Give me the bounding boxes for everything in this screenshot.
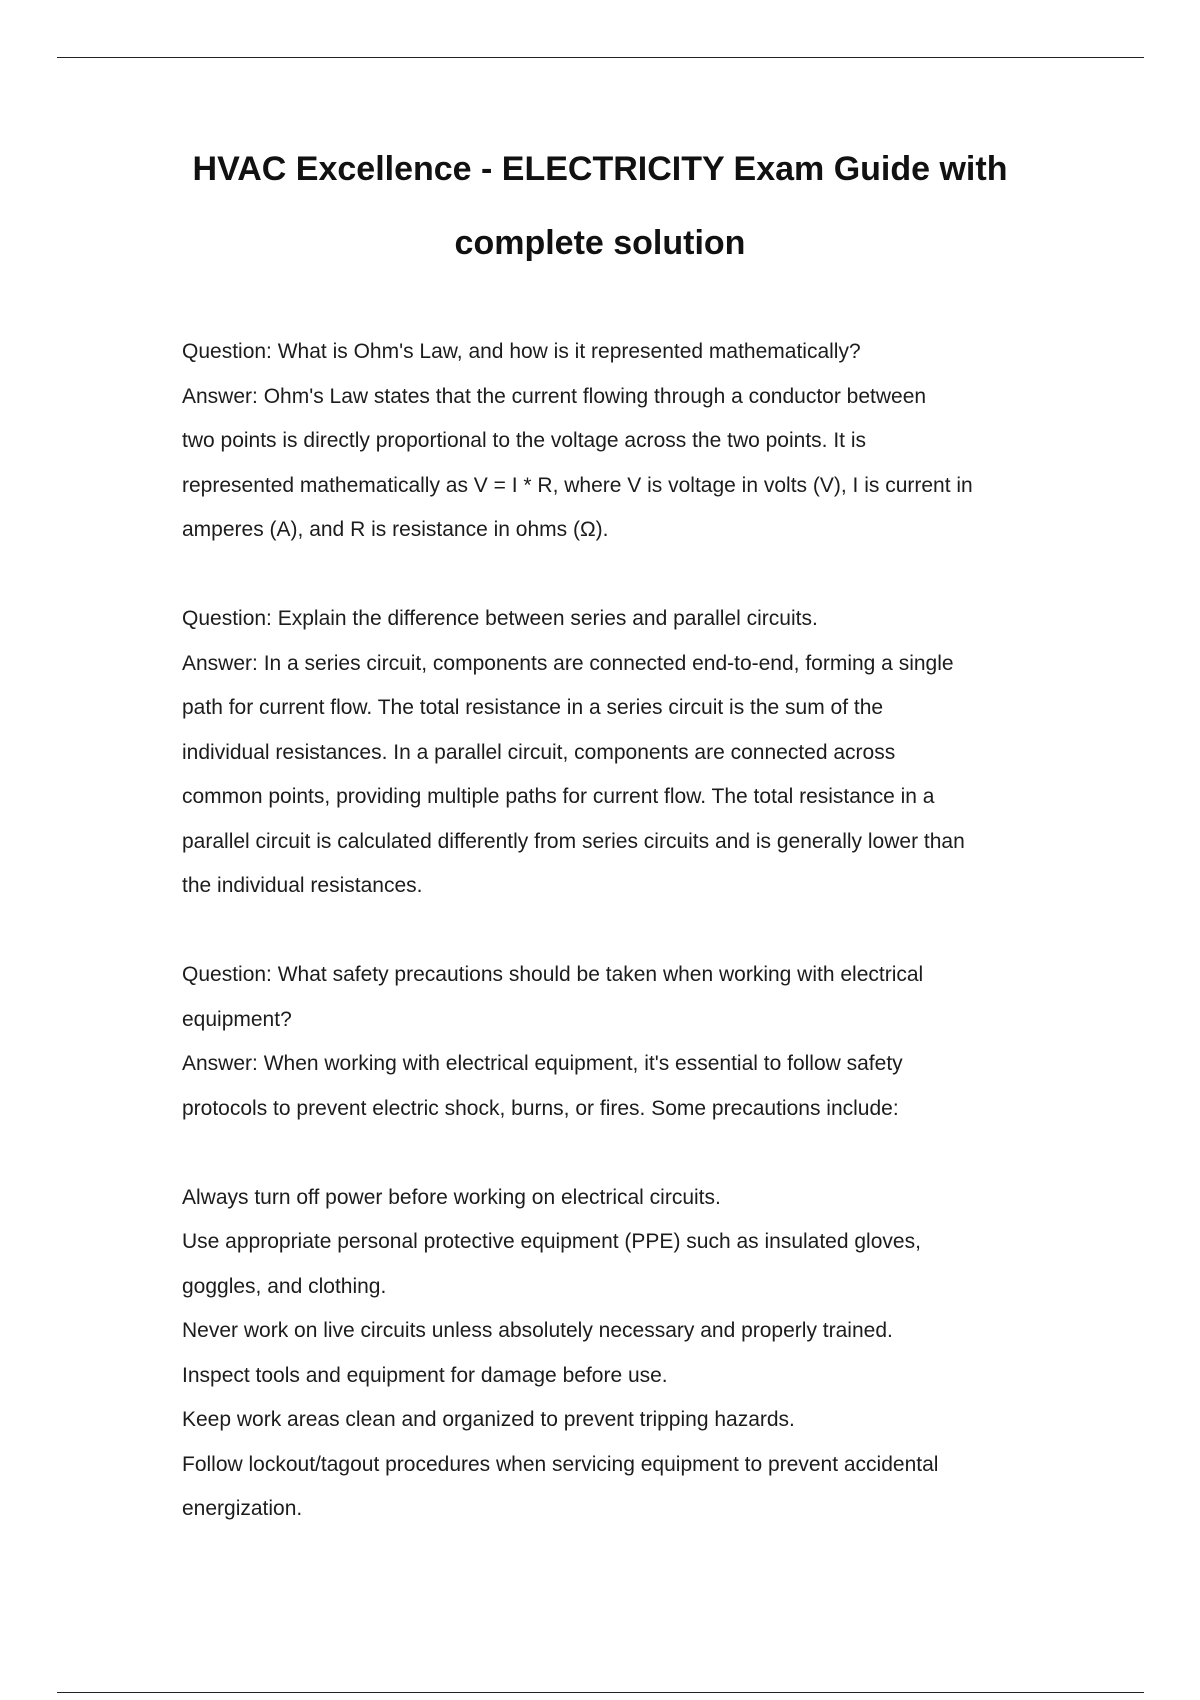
list-item: Keep work areas clean and organized to prevent tripping hazards. [182,1408,795,1431]
answer-text: Answer: When working with electrical equipment, it's essential to follow safety [182,1052,903,1075]
qa-block-ohms-law [182,330,1062,553]
header-rule [57,57,1144,58]
answer-text: protocols to prevent electric shock, burns, or fires. Some precautions include: [182,1096,899,1120]
answer-text: the individual resistances. [182,874,423,897]
list-item: goggles, and clothing. [182,1274,387,1298]
question-text: Question: What is Ohm's Law, and how is it represented mathematically? [182,340,861,363]
document-title [120,132,1080,280]
document-body [182,330,1062,1532]
list-item: Never work on live circuits unless absolutely necessary and properly trained. [182,1319,893,1342]
question-text: Question: Explain the difference between series and parallel circuits. [182,607,818,630]
qa-block-series-parallel [182,597,1062,909]
list-item: Always turn off power before working on electrical circuits. [182,1185,721,1209]
list-item: Follow lockout/tagout procedures when servicing equipment to prevent accidental [182,1452,939,1476]
answer-text: Answer: In a series circuit, components are connected end-to-end, forming a single [182,651,954,675]
qa-block-safety [182,953,1062,1131]
list-item: Use appropriate personal protective equipment (PPE) such as insulated gloves, [182,1230,921,1253]
answer-text: individual resistances. In a parallel circuit, components are connected across [182,740,896,764]
footer-rule [57,1692,1144,1693]
question-text: Question: What safety precautions should be taken when working with electrical [182,963,924,986]
paragraph-gap [182,553,1062,598]
title-line-2: complete solution [454,224,746,262]
answer-text: represented mathematically as V = I * R, where V is voltage in volts (V), I is current in [182,473,973,497]
answer-text: two points is directly proportional to the voltage across the two points. It is [182,429,867,452]
answer-text: parallel circuit is calculated differently from series circuits and is generally lower than [182,829,965,853]
list-item: Inspect tools and equipment for damage before use. [182,1363,668,1387]
answer-text: amperes (A), and R is resistance in ohms (Ω). [182,518,609,541]
list-item: energization. [182,1497,303,1520]
answer-text: Answer: Ohm's Law states that the current flowing through a conductor between [182,384,927,408]
question-text: equipment? [182,1007,292,1031]
paragraph-gap [182,1131,1062,1176]
answer-text: path for current flow. The total resistance in a series circuit is the sum of the [182,696,884,719]
title-line-1: HVAC Excellence - ELECTRICITY Exam Guide with [192,150,1008,188]
precautions-list [182,1176,1062,1532]
answer-text: common points, providing multiple paths for current flow. The total resistance in a [182,785,935,808]
paragraph-gap [182,909,1062,954]
